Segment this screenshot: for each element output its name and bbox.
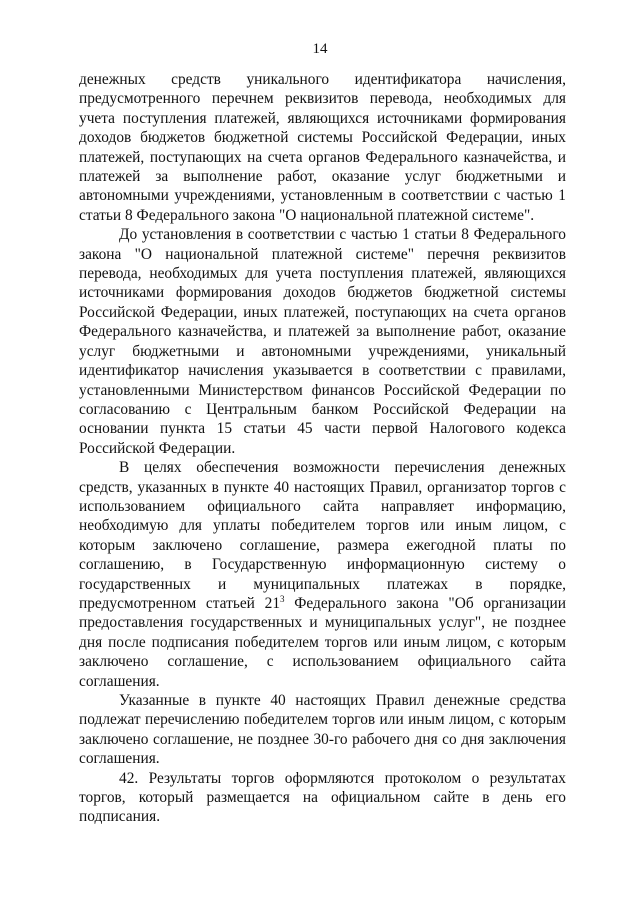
paragraph-payment-deadline: Указанные в пункте 40 настоящих Правил денежные средства подлежат перечислению победителем торгов или иным лицом, с которым заключено соглашение, не позднее 30-го рабочего дня со дня заключения соглашения. xyxy=(79,692,566,768)
paragraph-continuation: денежных средств уникального идентификатора начисления, предусмотренного перечнем реквизитов перевода, необходимых для учета поступления платежей, являющихся источниками формирования доходов бюджетов бюджетной системы Российской Федерации, иных платежей, поступающих на счета органов Федерального казначейства, и платежей за выполнение работ, оказание услуг бюджетными и автономными учреждениями, установленным в соответствии с частью 1 статьи 8 Федерального закона "О национальной платежной системе". xyxy=(79,71,566,224)
paragraph-item-42: 42. Результаты торгов оформляются протоколом о результатах торгов, который размещается на официальном сайте в день его подписания. xyxy=(79,769,566,826)
paragraph-payment-info-text-2: Федерального закона "Об организации предоставления государственных и муниципальных услуг", не позднее дня после подписания победителем торгов или иным лицом, с которым заключено соглашение, с использованием официального сайта соглашения. xyxy=(79,594,567,690)
document-body xyxy=(79,70,566,827)
paragraph-payment-info xyxy=(79,458,566,691)
superscript-article-number: 3 xyxy=(280,593,285,604)
paragraph-payment-info-text-1: В целях обеспечения возможности перечисления денежных средств, указанных в пункте 40 настоящих Правил, организатор торгов с использованием официального сайта направляет информацию, необходимую для уплаты победителем торгов или иным лицом, с которым заключено соглашение, размера ежегодной платы по соглашению, в Государственную информационную систему о государственных и муниципальных платежах в порядке, предусмотренном статьей 21 xyxy=(79,459,566,612)
paragraph-uin-rules: До установления в соответствии с частью 1 статьи 8 Федерального закона "О национальной платежной системе" перечня реквизитов перевода, необходимых для учета поступления платежей, являющихся источниками формирования доходов бюджетов бюджетной системы Российской Федерации, иных платежей, поступающих на счета органов Федерального казначейства, и платежей за выполнение работ, оказание услуг бюджетными и автономными учреждениями, уникальный идентификатор начисления указывается в соответствии с правилами, установленными Министерством финансов Российской Федерации по согласованию с Центральным банком Российской Федерации на основании пункта 15 статьи 45 части первой Налогового кодекса Российской Федерации. xyxy=(79,226,566,457)
page-number: 14 xyxy=(312,41,328,57)
